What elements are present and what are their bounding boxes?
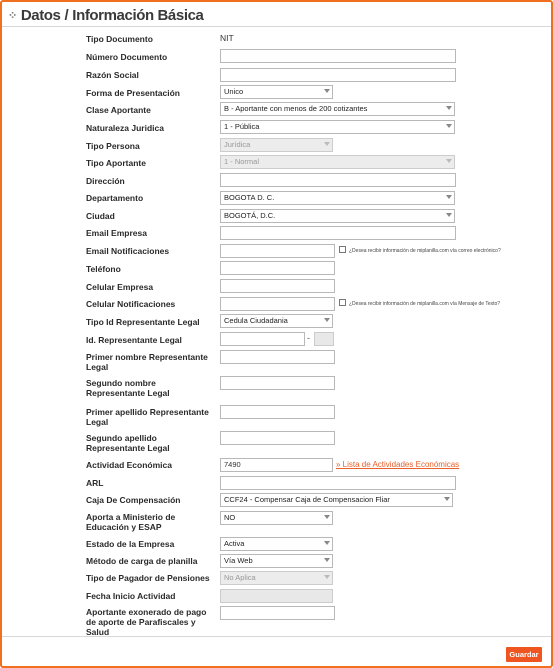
metodo-carga-select[interactable] <box>220 554 333 568</box>
caja-compensacion-label: Caja De Compensación <box>86 495 181 505</box>
page-title <box>8 5 203 25</box>
tipo-pagador-label: Tipo de Pagador de Pensiones <box>86 573 210 583</box>
departamento-value: BOGOTA D. C. <box>224 193 275 202</box>
footer-divider <box>2 636 551 637</box>
title-datos: Datos <box>20 6 61 24</box>
chevron-down-icon <box>324 541 330 545</box>
clase-aportante-label: Clase Aportante <box>86 105 151 115</box>
sms-optin-checkbox[interactable] <box>339 299 346 306</box>
title-info: Información Básica <box>72 6 204 24</box>
email-notificaciones-input[interactable] <box>220 244 335 258</box>
forma-presentacion-value: Unico <box>224 87 244 96</box>
email-empresa-input[interactable] <box>220 226 456 240</box>
tipo-documento-value: NIT <box>220 33 234 43</box>
metodo-carga-label: Método de carga de planilla <box>86 556 198 566</box>
tipo-aportante-select <box>220 155 455 169</box>
chevron-down-icon <box>324 575 330 579</box>
ciudad-select[interactable] <box>220 209 455 223</box>
segundo-nombre-rep-input[interactable] <box>220 376 335 390</box>
tipo-pagador-select <box>220 571 333 585</box>
aporta-ministerio-select[interactable] <box>220 511 333 525</box>
id-rep-dash: - <box>307 333 310 343</box>
tipo-id-rep-select[interactable] <box>220 314 333 328</box>
naturaleza-juridica-select[interactable] <box>220 120 455 134</box>
telefono-label: Teléfono <box>86 264 121 274</box>
save-button[interactable]: Guardar <box>506 647 542 662</box>
chevron-down-icon <box>446 195 452 199</box>
arl-label: ARL <box>86 478 104 488</box>
chevron-down-icon <box>446 159 452 163</box>
naturaleza-juridica-value: 1 - Pública <box>224 122 260 131</box>
chevron-down-icon <box>324 89 330 93</box>
actividad-economica-label: Actividad Económica <box>86 460 172 470</box>
chevron-down-icon <box>324 558 330 562</box>
ciudad-label: Ciudad <box>86 211 115 221</box>
tipo-id-rep-label: Tipo Id Representante Legal <box>86 317 200 327</box>
title-separator: / <box>64 6 69 24</box>
chevron-down-icon <box>324 515 330 519</box>
header-divider <box>2 26 551 27</box>
metodo-carga-value: Vía Web <box>224 556 253 565</box>
razon-social-input[interactable] <box>220 68 456 82</box>
tipo-persona-select <box>220 138 333 152</box>
segundo-apellido-rep-input[interactable] <box>220 431 335 445</box>
aporta-ministerio-label: Aporta a Ministerio de Educación y ESAP <box>86 512 176 532</box>
caja-compensacion-select[interactable] <box>220 493 453 507</box>
estado-empresa-label: Estado de la Empresa <box>86 539 175 549</box>
telefono-input[interactable] <box>220 261 335 275</box>
forma-presentacion-label: Forma de Presentación <box>86 88 181 98</box>
actividad-economica-input[interactable]: 7490 <box>220 458 333 472</box>
fecha-inicio-label: Fecha Inicio Actividad <box>86 591 176 601</box>
departamento-select[interactable] <box>220 191 455 205</box>
tipo-pagador-value: No Aplica <box>224 573 256 582</box>
chevron-down-icon <box>324 142 330 146</box>
chevron-down-icon <box>446 213 452 217</box>
naturaleza-juridica-label: Naturaleza Juridica <box>86 123 164 133</box>
primer-nombre-rep-label: Primer nombre Representante Legal <box>86 352 208 372</box>
tipo-documento-label: Tipo Documento <box>86 34 153 44</box>
chevron-down-icon <box>324 318 330 322</box>
celular-notificaciones-label: Celular Notificaciones <box>86 299 176 309</box>
email-optin-checkbox[interactable] <box>339 246 346 253</box>
fecha-inicio-input <box>220 589 333 603</box>
celular-empresa-input[interactable] <box>220 279 335 293</box>
email-empresa-label: Email Empresa <box>86 228 147 238</box>
id-rep-label: Id. Representante Legal <box>86 335 182 345</box>
sms-optin-note: ¿Desea recibir información de miplanilla.com vía Mensaje de Texto? <box>349 301 501 307</box>
chevron-down-icon <box>446 124 452 128</box>
id-rep-input[interactable] <box>220 332 305 346</box>
actividades-economicas-link[interactable]: » Lista de Actividades Económicas <box>336 460 460 469</box>
arl-input[interactable] <box>220 476 456 490</box>
numero-documento-input[interactable] <box>220 49 456 63</box>
ciudad-value: BOGOTÁ, D.C. <box>224 211 276 220</box>
email-notificaciones-label: Email Notificaciones <box>86 246 170 256</box>
tipo-id-rep-value: Cedula Ciudadania <box>224 316 288 325</box>
caja-compensacion-value: CCF24 - Compensar Caja de Compensacion Fliar <box>224 495 390 504</box>
numero-documento-label: Número Documento <box>86 52 168 62</box>
celular-empresa-label: Celular Empresa <box>86 282 154 292</box>
primer-apellido-rep-label: Primer apellido Representante Legal <box>86 407 209 427</box>
chevron-down-icon <box>446 106 452 110</box>
segundo-apellido-rep-label: Segundo apellido Representante Legal <box>86 433 170 453</box>
exonerado-label: Aportante exonerado de pago de aporte de Parafiscales y Salud <box>86 607 207 637</box>
primer-apellido-rep-input[interactable] <box>220 405 335 419</box>
celular-notificaciones-input[interactable] <box>220 297 335 311</box>
aporta-ministerio-value: NO <box>224 513 236 522</box>
estado-empresa-value: Activa <box>224 539 245 548</box>
clase-aportante-value: B - Aportante con menos de 200 cotizantes <box>224 104 368 113</box>
departamento-label: Departamento <box>86 193 144 203</box>
tipo-persona-value: Jurídica <box>224 140 251 149</box>
tipo-aportante-label: Tipo Aportante <box>86 158 146 168</box>
tipo-aportante-value: 1 - Normal <box>224 157 260 166</box>
clase-aportante-select[interactable] <box>220 102 455 116</box>
id-rep-dv-input <box>314 332 334 346</box>
direccion-label: Dirección <box>86 176 125 186</box>
forma-presentacion-select[interactable] <box>220 85 333 99</box>
estado-empresa-select[interactable] <box>220 537 333 551</box>
chevron-down-icon <box>444 497 450 501</box>
exonerado-input[interactable] <box>220 606 335 620</box>
segundo-nombre-rep-label: Segundo nombre Representante Legal <box>86 378 170 398</box>
email-optin-note: ¿Desea recibir información de miplanilla.com vía correo electrónico? <box>349 248 501 254</box>
razon-social-label: Razón Social <box>86 70 139 80</box>
form-dots-icon: ⁘ <box>8 9 17 22</box>
direccion-input[interactable] <box>220 173 456 187</box>
primer-nombre-rep-input[interactable] <box>220 350 335 364</box>
tipo-persona-label: Tipo Persona <box>86 141 140 151</box>
